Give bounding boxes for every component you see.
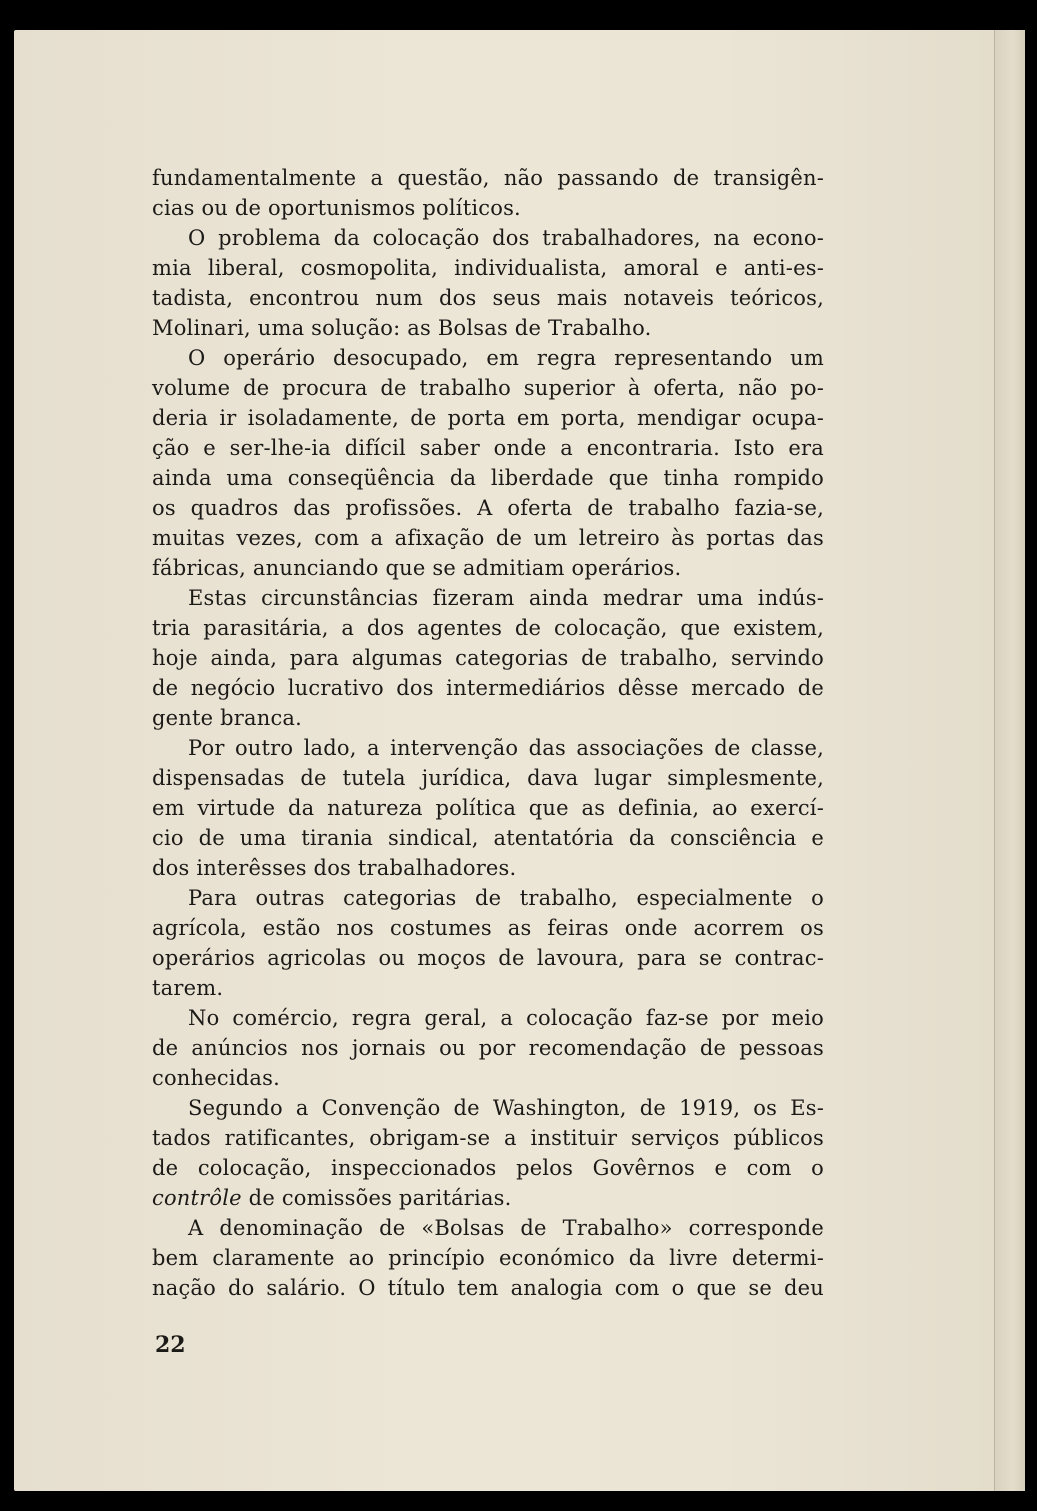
page-number: 22 — [155, 1332, 186, 1358]
text-line: de colocação, inspeccionados pelos Govêrnos e com o — [152, 1156, 824, 1180]
text-line: fundamentalmente a questão, não passando de transigên- — [152, 166, 824, 190]
text-line: os quadros das profissões. A oferta de trabalho fazia-se, — [152, 496, 824, 520]
text-line: operários agricolas ou moços de lavoura, para se contrac- — [152, 946, 824, 970]
body-text — [152, 163, 824, 1303]
page-edge — [994, 30, 1025, 1491]
paragraph-start-line: Estas circunstâncias fizeram ainda medrar uma indús- — [188, 586, 824, 610]
text-line-with-italic — [152, 1183, 824, 1213]
text-line: deria ir isoladamente, de porta em porta, mendigar ocupa- — [152, 406, 824, 430]
text-line: de negócio lucrativo dos intermediários dêsse mercado de — [152, 676, 824, 700]
text-line: hoje ainda, para algumas categorias de trabalho, servindo — [152, 646, 824, 670]
paragraph-start-line: Por outro lado, a intervenção das associações de classe, — [188, 736, 824, 760]
paragraph-start-line: Segundo a Convenção de Washington, de 1919, os Es- — [188, 1096, 824, 1120]
text-line: dispensadas de tutela jurídica, dava lugar simplesmente, — [152, 766, 824, 790]
paragraph-start-line: O problema da colocação dos trabalhadores, na econo- — [188, 226, 824, 250]
text-line: conhecidas. — [152, 1066, 280, 1090]
paragraph-start-line: No comércio, regra geral, a colocação faz-se por meio — [188, 1006, 824, 1030]
text-line: tados ratificantes, obrigam-se a instituir serviços públicos — [152, 1126, 824, 1150]
text-line: muitas vezes, com a afixação de um letreiro às portas das — [152, 526, 824, 550]
text-line: gente branca. — [152, 706, 303, 730]
text-line: tarem. — [152, 976, 224, 1000]
text-line: bem claramente ao princípio económico da livre determi- — [152, 1246, 824, 1270]
text-line: dos interêsses dos trabalhadores. — [152, 856, 517, 880]
text-line: tria parasitária, a dos agentes de colocação, que existem, — [152, 616, 824, 640]
text-line: em virtude da natureza política que as definia, ao exercí- — [152, 796, 824, 820]
text-line: nação do salário. O título tem analogia com o que se deu — [152, 1276, 824, 1300]
text-line-rest: de comissões paritárias. — [241, 1186, 512, 1210]
text-line: tadista, encontrou num dos seus mais notaveis teóricos, — [152, 286, 824, 310]
text-line: volume de procura de trabalho superior à oferta, não po- — [152, 376, 824, 400]
paragraph-start-line: O operário desocupado, em regra representando um — [188, 346, 824, 370]
text-line: cio de uma tirania sindical, atentatória da consciência e — [152, 826, 824, 850]
text-line: cias ou de oportunismos políticos. — [152, 196, 521, 220]
text-line: de anúncios nos jornais ou por recomendação de pessoas — [152, 1036, 824, 1060]
text-line: mia liberal, cosmopolita, individualista, amoral e anti-es- — [152, 256, 824, 280]
text-line: ainda uma conseqüência da liberdade que tinha rompido — [152, 466, 824, 490]
paragraph-start-line: A denominação de «Bolsas de Trabalho» corresponde — [188, 1216, 824, 1240]
text-line: Molinari, uma solução: as Bolsas de Trabalho. — [152, 316, 652, 340]
italic-word: contrôle — [152, 1186, 242, 1210]
text-line: agrícola, estão nos costumes as feiras onde acorrem os — [152, 916, 824, 940]
text-line: fábricas, anunciando que se admitiam operários. — [152, 556, 682, 580]
paragraph-start-line: Para outras categorias de trabalho, especialmente o — [188, 886, 824, 910]
text-line: ção e ser-lhe-ia difícil saber onde a encontraria. Isto era — [152, 436, 824, 460]
